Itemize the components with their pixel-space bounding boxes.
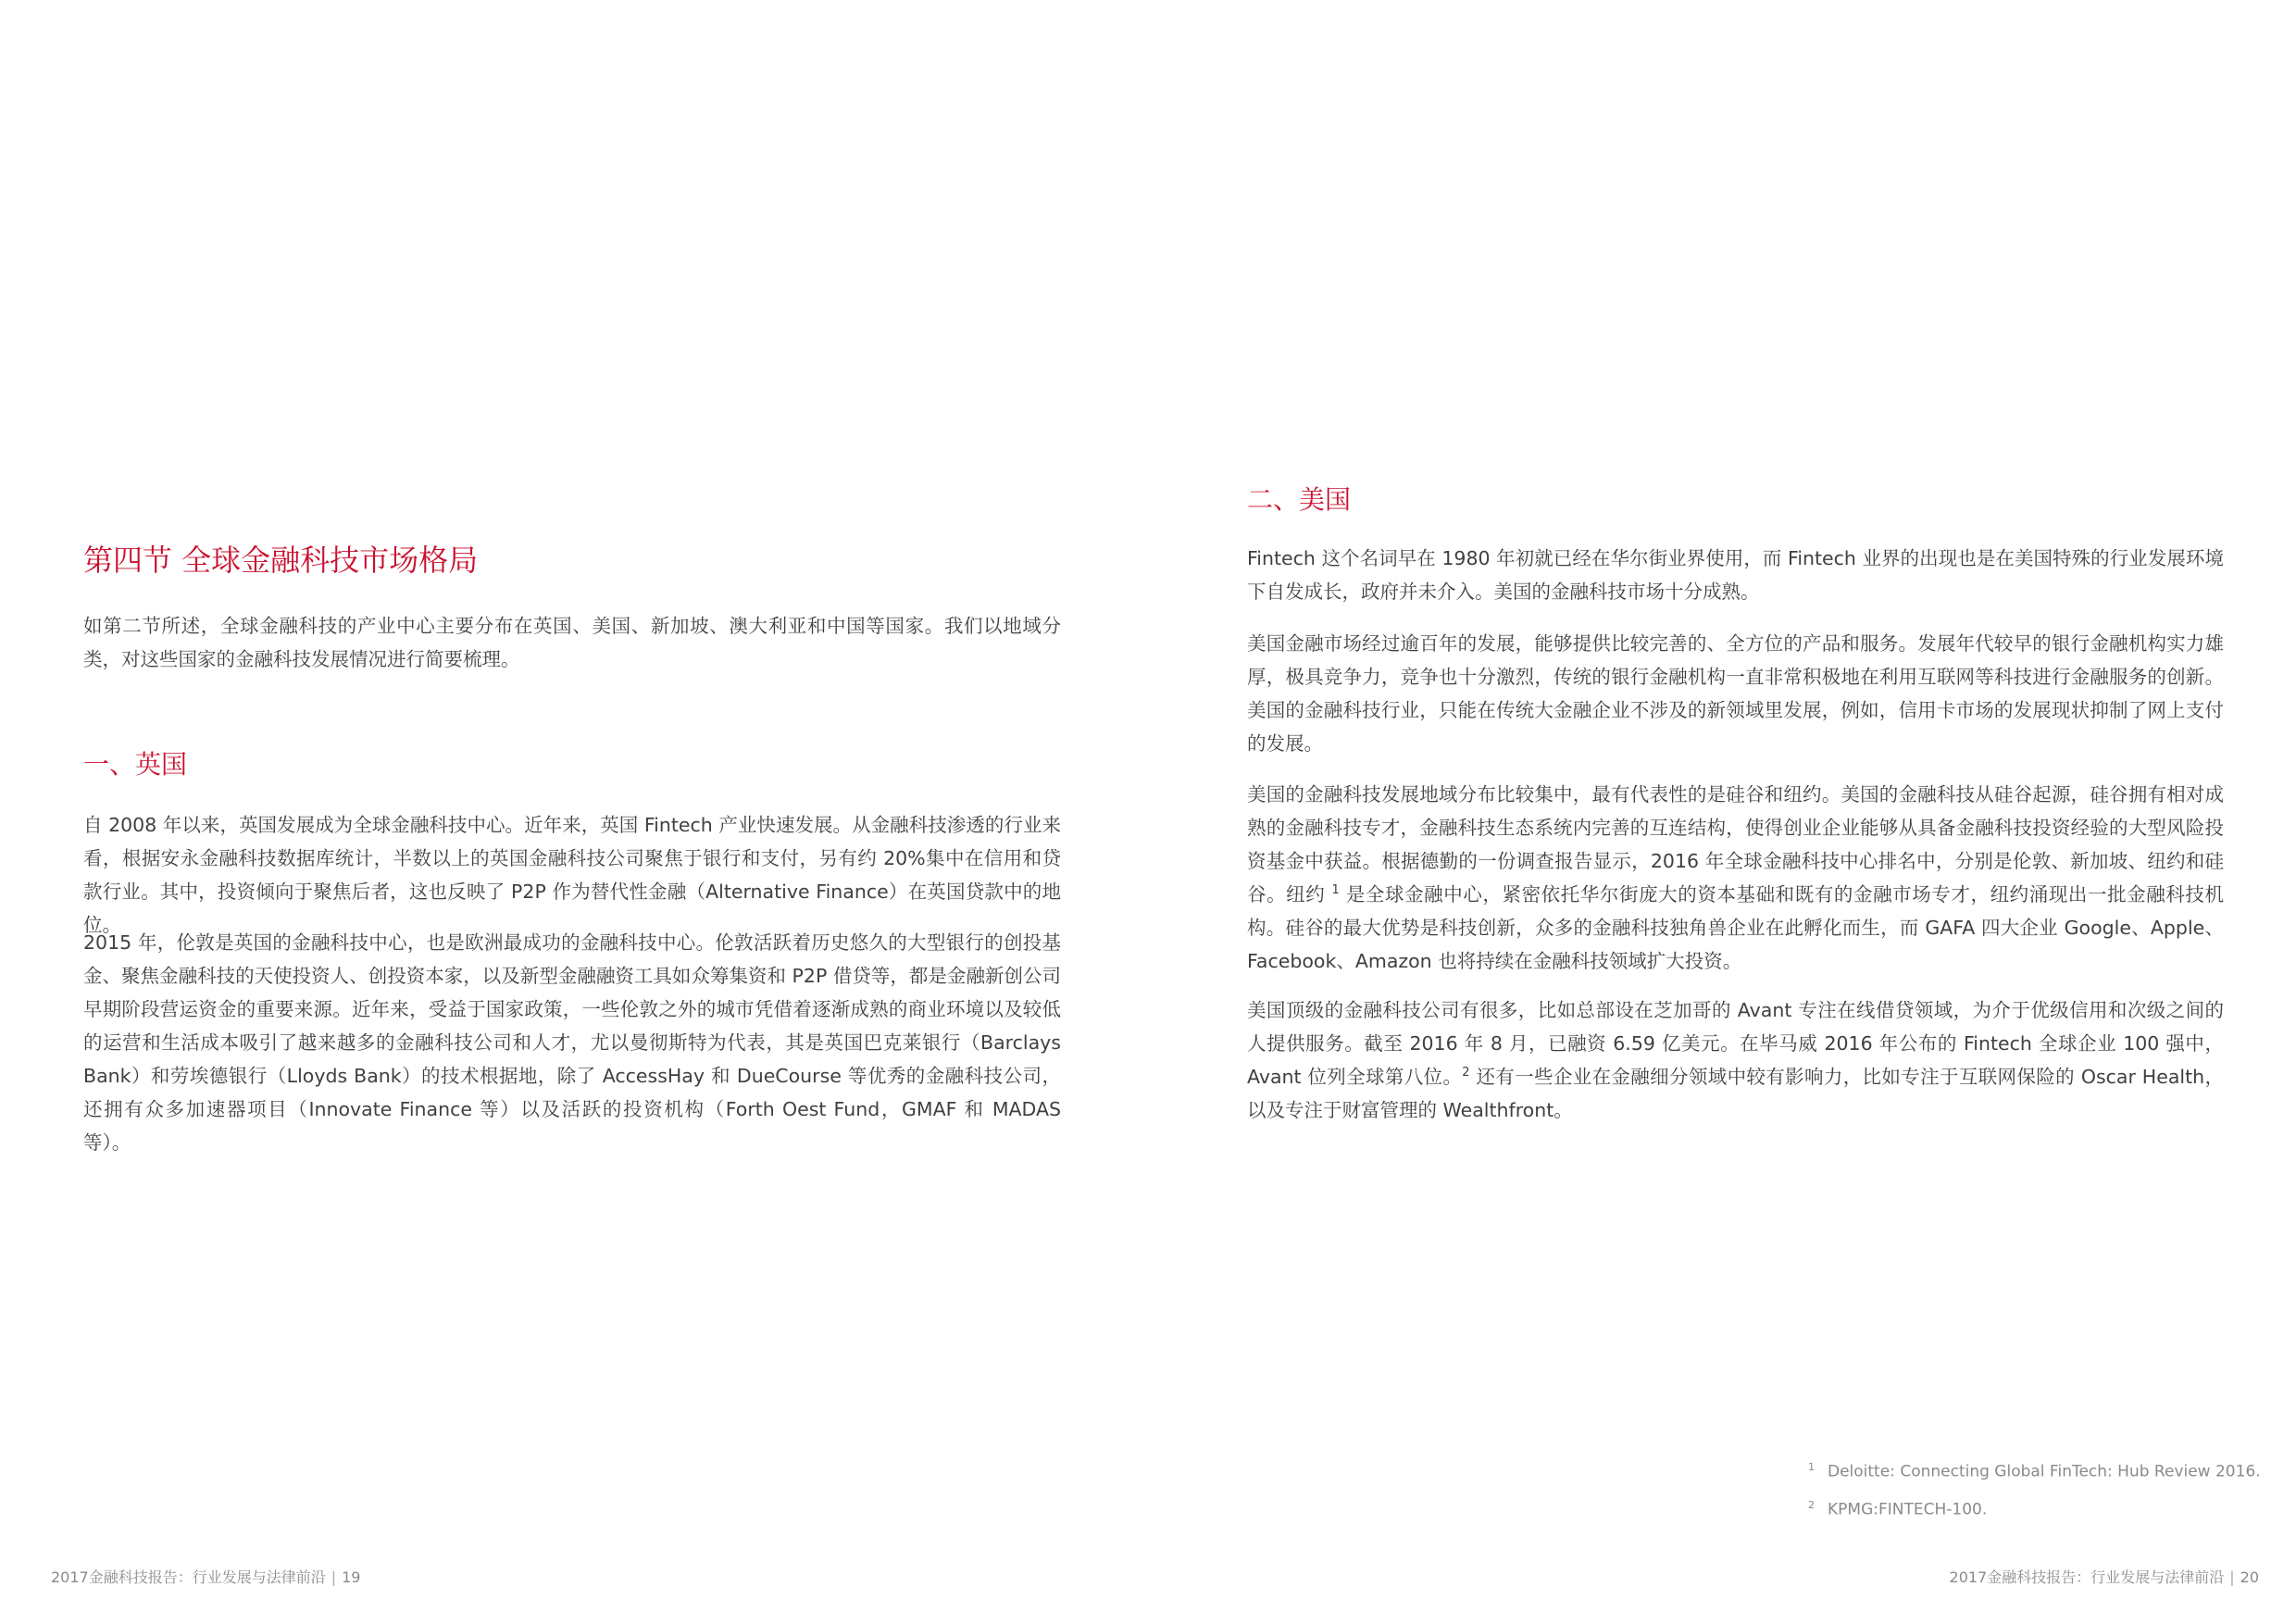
page-number: 20	[2240, 1568, 2259, 1586]
us-paragraph-4	[1247, 993, 2224, 1127]
page-number: 19	[342, 1568, 361, 1586]
us-paragraph-3-part-a: 美国的金融科技发展地域分布比较集中，最有代表性的是硅谷和纽约。美国的金融科技从硅谷起源，硅谷拥有相对成熟的金融科技专才，金融科技生态系统内完善的互连结构，使得创业企业能够从具备金融科技投资经验的大型风险投资基金中获益。根据德勤的一份调查报告显示，2016 年全球金融科技中心排名中，分别是伦敦、新加坡、纽约和硅谷。纽约	[1247, 783, 2224, 906]
us-paragraph-3-part-b: 是全球金融中心，紧密依托华尔街庞大的资本基础和既有的金融市场专才，纽约涌现出一批金融科技机构。硅谷的最大优势是科技创新，众多的金融科技独角兽企业在此孵化而生，而 GAFA 四大企业 Google、Apple、Facebook、Amazon 也将持续在金融科技领域扩大投资。	[1247, 883, 2224, 972]
us-paragraph-4-part-a: 美国顶级的金融科技公司有很多，比如总部设在芝加哥的 Avant 专注在线借贷领域，为介于优级信用和次级之间的人提供服务。截至 2016 年 8 月，已融资 6.59 亿美元。在毕马威 2016 年公布的 Fintech 全球企业 100 强中，Avant 位列全球第八位。	[1247, 999, 2224, 1088]
footnote-number: 2	[1808, 1498, 1815, 1511]
footnote-1	[1808, 1451, 2271, 1489]
us-paragraph-4-part-b: 还有一些企业在金融细分领域中较有影响力，比如专注于互联网保险的 Oscar Health，以及专注于财富管理的 Wealthfront。	[1247, 1066, 2224, 1121]
uk-heading: 一、英国	[83, 749, 188, 780]
footnote-number: 1	[1808, 1461, 1815, 1473]
footnote-text: KPMG:FINTECH-100.	[1828, 1500, 1988, 1519]
right-page	[1148, 0, 2296, 1624]
footnote-ref-2[interactable]: 2	[1462, 1066, 1470, 1081]
uk-paragraph-2: 2015 年，伦敦是英国的金融科技中心，也是欧洲最成功的金融科技中心。伦敦活跃着历史悠久的大型银行的创投基金、聚焦金融科技的天使投资人、创投资本家，以及新型金融融资工具如众筹集资和 P2P 借贷等，都是金融新创公司早期阶段营运资金的重要来源。近年来，受益于国家政策，一些伦敦之外的城市凭借着逐渐成熟的商业环境以及较低的运营和生活成本吸引了越来越多的金融科技公司和人才，尤以曼彻斯特为代表，其是英国巴克莱银行（Barclays Bank）和劳埃德银行（Lloyds Bank）的技术根据地，除了 AccessHay 和 DueCourse 等优秀的金融科技公司，还拥有众多加速器项目（Innovate Finance 等）以及活跃的投资机构（Forth Oest Fund，GMAF 和 MADAS 等）。	[83, 931, 1061, 1154]
footer-separator: |	[2229, 1568, 2235, 1586]
footer-title: 2017金融科技报告：行业发展与法律前沿	[51, 1568, 326, 1586]
footnotes	[1808, 1451, 2271, 1526]
us-paragraph-1: Fintech 这个名词早在 1980 年初就已经在华尔街业界使用，而 Fintech 业界的出现也是在美国特殊的行业发展环境下自发成长，政府并未介入。美国的金融科技市场十分成熟。	[1247, 547, 2224, 603]
intro-paragraph: 如第二节所述，全球金融科技的产业中心主要分布在英国、美国、新加坡、澳大利亚和中国等国家。我们以地域分类，对这些国家的金融科技发展情况进行简要梳理。	[83, 615, 1061, 670]
footnote-text: Deloitte: Connecting Global FinTech: Hub Review 2016.	[1828, 1462, 2261, 1481]
footnote-2	[1808, 1489, 2271, 1527]
footer-title: 2017金融科技报告：行业发展与法律前沿	[1949, 1568, 2225, 1586]
us-heading: 二、美国	[1247, 484, 1352, 515]
footer-separator: |	[331, 1568, 337, 1586]
footnote-ref-1[interactable]: 1	[1331, 883, 1340, 898]
section-title: 第四节 全球金融科技市场格局	[83, 543, 479, 578]
left-footer	[51, 1568, 360, 1587]
us-paragraph-2: 美国金融市场经过逾百年的发展，能够提供比较完善的、全方位的产品和服务。发展年代较早的银行金融机构实力雄厚，极具竞争力，竞争也十分激烈，传统的银行金融机构一直非常积极地在利用互联网等科技进行金融服务的创新。美国的金融科技行业，只能在传统大金融企业不涉及的新领域里发展，例如，信用卡市场的发展现状抑制了网上支付的发展。	[1247, 632, 2224, 755]
right-footer	[1950, 1568, 2259, 1587]
uk-paragraph-1: 自 2008 年以来，英国发展成为全球金融科技中心。近年来，英国 Fintech 产业快速发展。从金融科技渗透的行业来看，根据安永金融科技数据库统计，半数以上的英国金融科技公司聚焦于银行和支付，另有约 20%集中在信用和贷款行业。其中，投资倾向于聚焦后者，这也反映了 P2P 作为替代性金融（Alternative Finance）在英国贷款中的地位。	[83, 814, 1061, 936]
us-paragraph-3	[1247, 778, 2224, 978]
